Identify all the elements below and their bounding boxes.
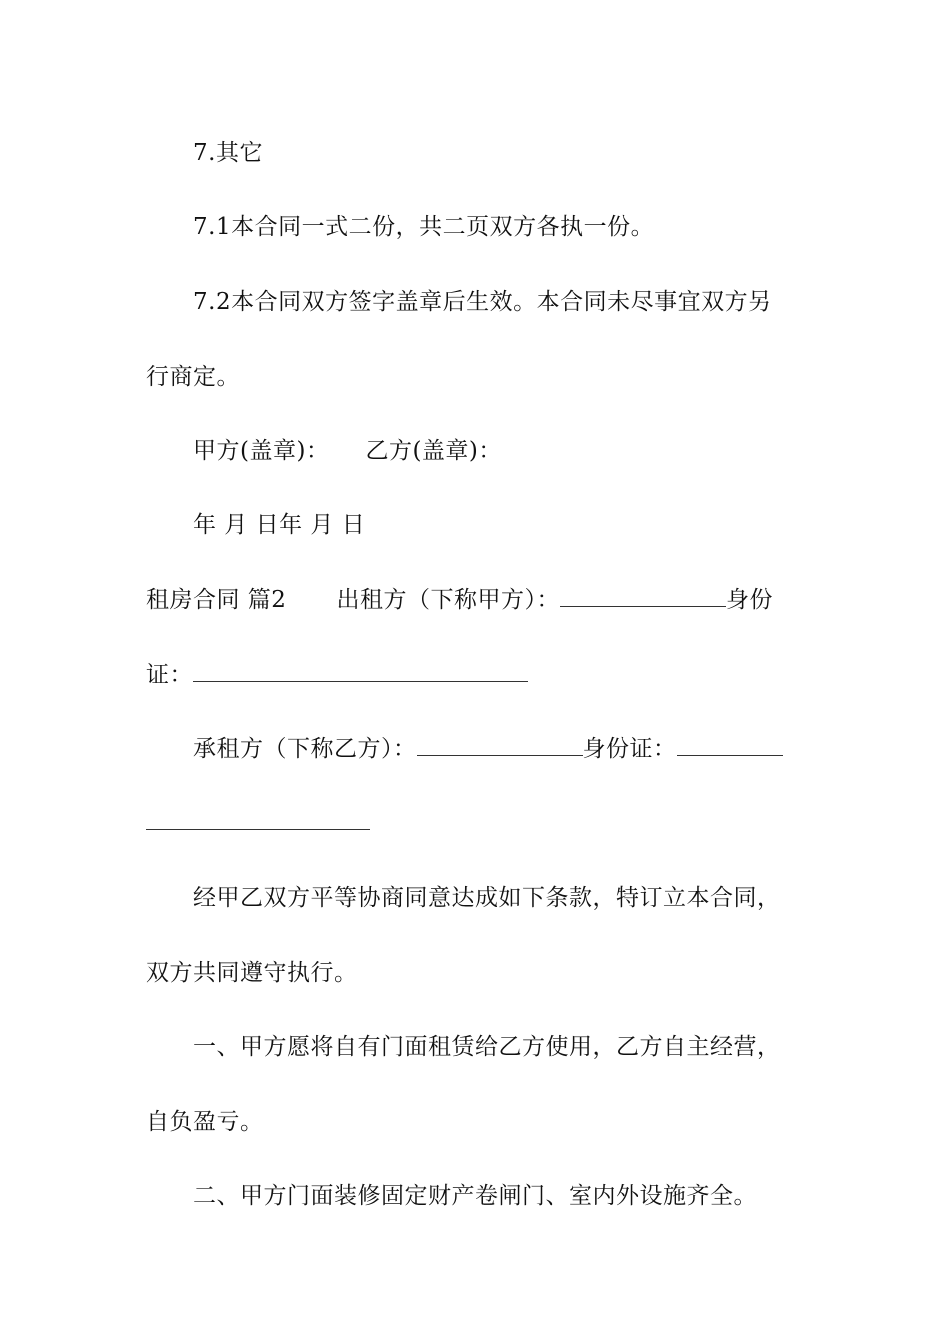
party-a-seal-label: 甲方(盖章)： — [193, 438, 330, 464]
contract-2-header-line — [146, 585, 773, 615]
lessee-label: 承租方（下称乙方）： — [193, 736, 417, 762]
lessee-id-blank — [677, 735, 783, 756]
date-line: 年 月 日年 月 日 — [193, 512, 366, 538]
party-b-seal-label: 乙方(盖章)： — [365, 438, 502, 464]
clause-7-1: 7.1本合同一式二份，共二页双方各执一份。 — [193, 214, 655, 240]
clause-1-line2: 自负盈亏。 — [146, 1109, 264, 1135]
intro-line1: 经甲乙双方平等协商同意达成如下条款，特订立本合同， — [193, 885, 781, 911]
lessor-id-line — [146, 660, 528, 690]
lessor-label: 出租方（下称甲方）： — [336, 587, 560, 613]
lessor-id-label-cont: 证： — [146, 662, 193, 688]
contract-2-title: 租房合同 篇2 — [146, 587, 287, 613]
intro-line2: 双方共同遵守执行。 — [146, 960, 358, 986]
clause-7-2-line1: 7.2本合同双方签字盖章后生效。本合同未尽事宜双方另 — [193, 289, 772, 315]
signature-line — [193, 436, 502, 466]
lessor-id-blank — [193, 661, 528, 682]
lessee-id-label: 身份证： — [582, 736, 677, 762]
lessor-id-label: 身份 — [725, 587, 773, 613]
clause-1-line1: 一、甲方愿将自有门面租赁给乙方使用，乙方自主经营， — [193, 1034, 781, 1060]
lessee-id-cont-line — [146, 808, 370, 838]
lessee-line — [193, 734, 783, 764]
lessee-id-blank-cont — [146, 809, 370, 830]
lessee-name-blank — [417, 735, 583, 756]
clause-7-2-line2: 行商定。 — [146, 364, 240, 390]
section-7-heading: 7.其它 — [193, 140, 263, 166]
clause-2: 二、甲方门面装修固定财产卷闸门、室内外设施齐全。 — [193, 1183, 757, 1209]
lessor-name-blank — [560, 586, 726, 607]
